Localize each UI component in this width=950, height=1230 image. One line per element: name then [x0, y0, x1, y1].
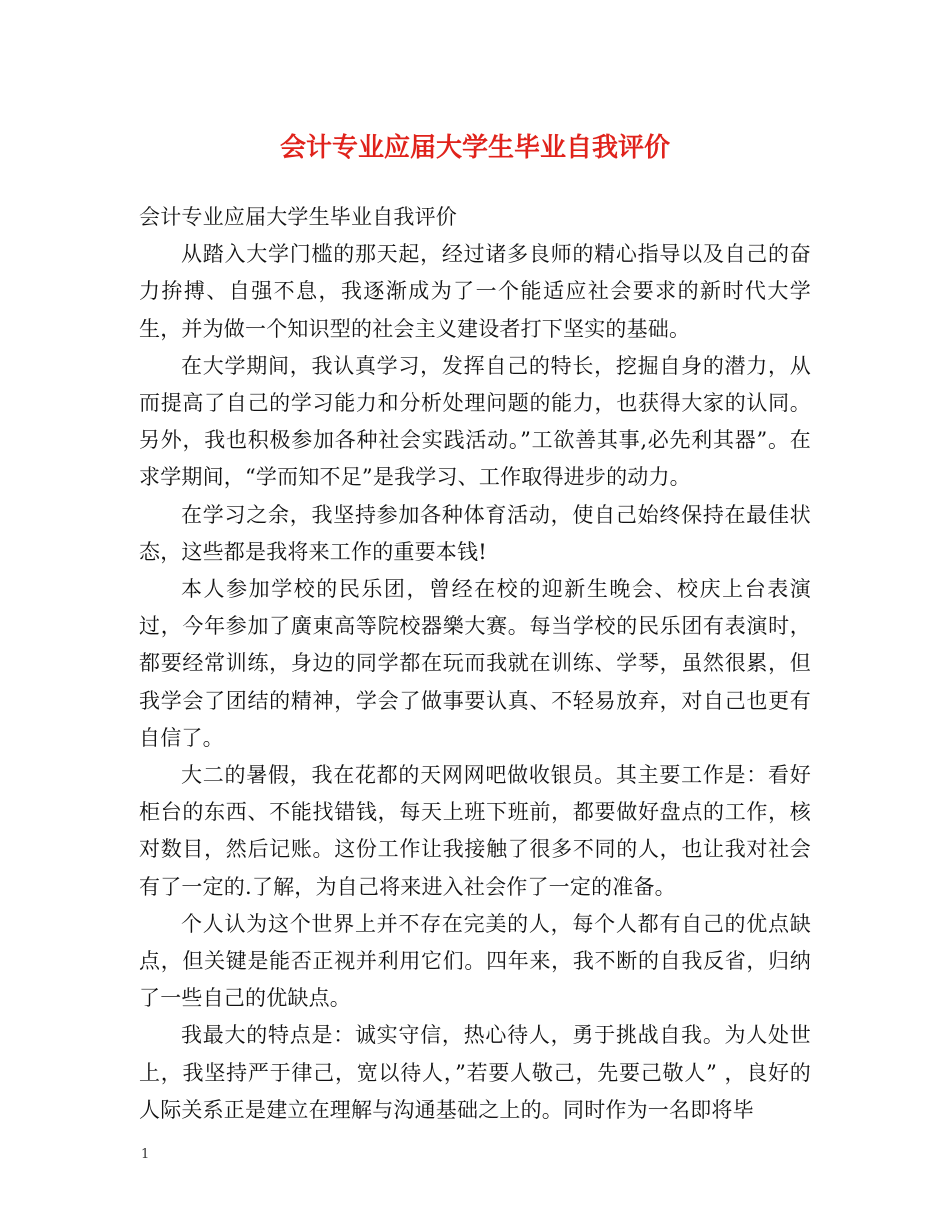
paragraph-5: 大二的暑假，我在花都的天网网吧做收银员。其主要工作是：看好柜台的东西、不能找错钱，每天上班下班前，都要做好盘点的工作，核对数目，然后记账。这份工作让我接触了很多不同的人，也让我对社会有了一定的.了解，为自己将来进入社会作了一定的准备。 [139, 763, 811, 899]
paragraph-4: 本人参加学校的民乐团，曾经在校的迎新生晚会、校庆上台表演过，今年参加了廣東高等院校器樂大赛。每当学校的民乐团有表演时，都要经常训练，身边的同学都在玩而我就在训练、学琴，虽然很累，但我学会了团结的精神，学会了做事要认真、不轻易放弃，对自己也更有自信了。 [139, 577, 811, 750]
paragraph-6: 个人认为这个世界上并不存在完美的人，每个人都有自己的优点缺点，但关键是能否正视并利用它们。四年来，我不断的自我反省，归纳了一些自己的优缺点。 [139, 911, 811, 1011]
paragraph-2: 在大学期间，我认真学习，发挥自己的特长，挖掘自身的潜力，从而提高了自己的学习能力和分析处理问题的能力，也获得大家的认同。另外，我也积极参加各种社会实践活动。”工欲善其事,必先利其器”。在求学期间，“学而知不足”是我学习、工作取得进步的动力。 [139, 353, 811, 490]
paragraph-subtitle: 会计专业应届大学生毕业自我评价 [139, 205, 457, 229]
document-body [139, 199, 811, 1129]
paragraph-3: 在学习之余，我坚持参加各种体育活动，使自己始终保持在最佳状态，这些都是我将来工作的重要本钱! [139, 502, 811, 564]
page-number: 1 [141, 1147, 150, 1162]
paragraph-7: 我最大的特点是：诚实守信，热心待人，勇于挑战自我。为人处世上，我坚持严于律己，宽以待人，”若要人敬己，先要己敬人” ，良好的人际关系正是建立在理解与沟通基础之上的。同时作为一名即将毕 [139, 1023, 811, 1122]
document-title: 会计专业应届大学生毕业自我评价 [279, 133, 670, 163]
paragraph-1: 从踏入大学门槛的那天起，经过诸多良师的精心指导以及自己的奋力拚搏、自强不息，我逐渐成为了一个能适应社会要求的新时代大学生，并为做一个知识型的社会主义建设者打下坚实的基础。 [139, 242, 811, 341]
